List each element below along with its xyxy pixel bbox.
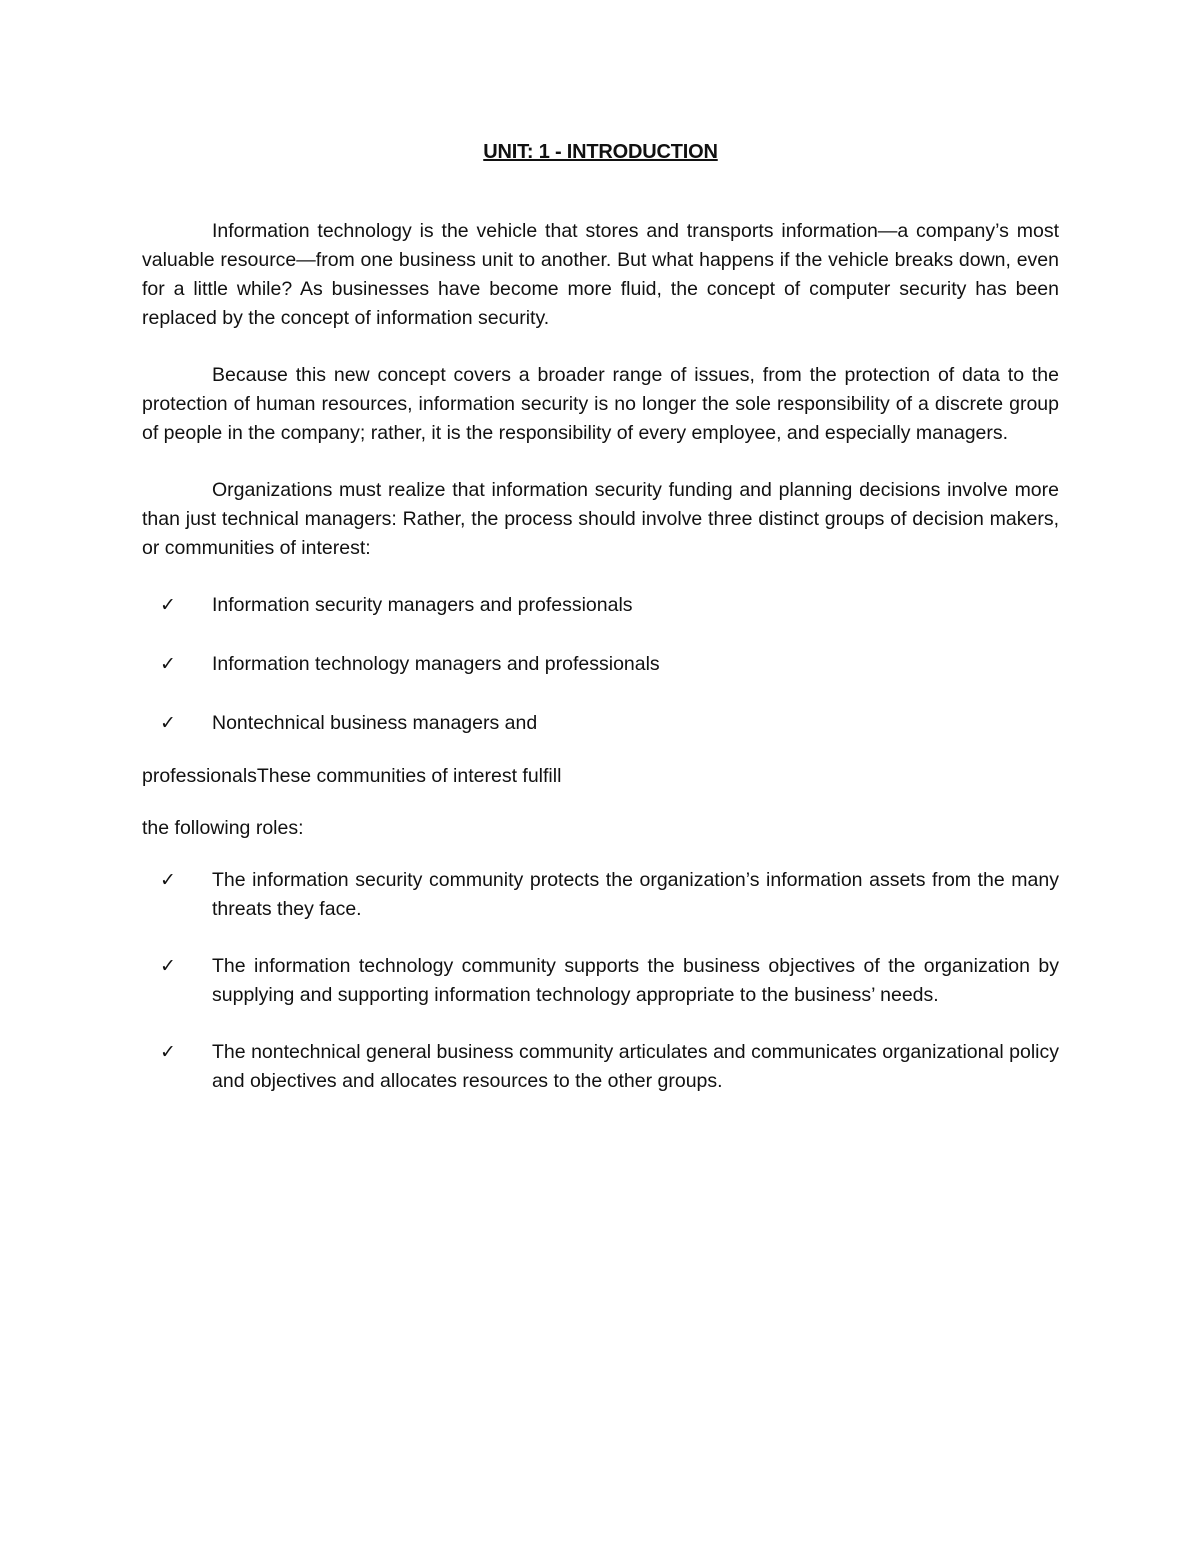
checkmark-icon: ✓ xyxy=(160,712,176,734)
list-item xyxy=(142,1038,1059,1096)
list-item-text: Information technology managers and professionals xyxy=(212,653,660,675)
list-item-text: Information security managers and professionals xyxy=(212,594,633,616)
continuation-line-1: professionalsThese communities of interest fulfill xyxy=(142,765,562,787)
document-title: UNIT: 1 - INTRODUCTION xyxy=(483,141,718,163)
list-item xyxy=(142,709,1059,738)
list-item-text: The nontechnical general business community articulates and communicates organizational policy and objectives and allocates resources to the other groups. xyxy=(212,1041,1059,1092)
checkmark-icon: ✓ xyxy=(160,594,176,616)
list-item-text: The information technology community supports the business objectives of the organization by supplying and supporting information technology appropriate to the business’ needs. xyxy=(212,955,1059,1006)
checkmark-icon: ✓ xyxy=(160,653,176,675)
communities-list xyxy=(142,591,1059,738)
list-item xyxy=(142,866,1059,924)
list-item xyxy=(142,650,1059,679)
checkmark-icon: ✓ xyxy=(160,955,176,977)
paragraph-broader-concept: Because this new concept covers a broader range of issues, from the protection of data to the protection of human resources, information security is no longer the sole responsibility of a discrete group of people in the company; rather, it is the responsibility of every employee, and especially managers. xyxy=(142,364,1059,444)
roles-list xyxy=(142,866,1059,1096)
checkmark-icon: ✓ xyxy=(160,1041,176,1063)
checkmark-icon: ✓ xyxy=(160,869,176,891)
paragraph-organizations: Organizations must realize that information security funding and planning decisions involve more than just technical managers: Rather, the process should involve three distinct groups of decision makers, or communities of interest: xyxy=(142,479,1059,559)
list-item-text: The information security community protects the organization’s information assets from the many threats they face. xyxy=(212,869,1059,920)
continuation-line-2: the following roles: xyxy=(142,817,304,839)
document-page xyxy=(142,138,1059,1096)
list-item xyxy=(142,591,1059,620)
paragraph-intro: Information technology is the vehicle that stores and transports information—a company’s most valuable resource—from one business unit to another. But what happens if the vehicle breaks down, even for a little while? As businesses have become more fluid, the concept of computer security has been replaced by the concept of information security. xyxy=(142,220,1059,329)
list-item-text: Nontechnical business managers and xyxy=(212,712,538,734)
list-item xyxy=(142,952,1059,1010)
